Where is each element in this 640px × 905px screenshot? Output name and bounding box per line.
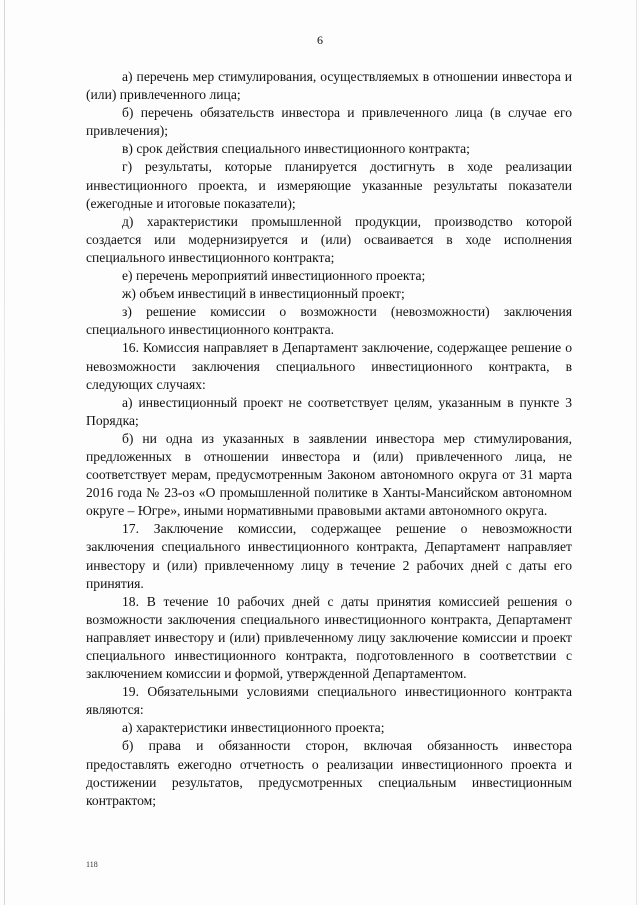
paragraph-item-zh: ж) объем инвестиций в инвестиционный проект; — [122, 286, 405, 302]
paragraph-item-d: д) характеристики промышленной продукции, производство которой создается или модернизируется и (или) осваивается в ходе исполнения специального инвестиционного контракта; — [86, 213, 572, 265]
page-number: 6 — [317, 33, 323, 47]
paragraph-section-16: 16. Комиссия направляет в Департамент заключение, содержащее решение о невозможности заключения специального инвестиционного контракта, в следующих случаях: — [86, 340, 572, 392]
paragraph-16-item-b: б) ни одна из указанных в заявлении инвестора мер стимулирования, предложенных в отношении инвестора и (или) привлеченного лица, не соответствует мерам, предусмотренным Законом автономного округа от 31 марта 2016 года № 23-оз «О промышленной политике в Ханты-Мансийском автономном округе – Югре», иными нормативными правовыми актами автономного округа. — [86, 430, 572, 519]
scan-edge-right — [636, 0, 637, 905]
paragraph-item-v: в) срок действия специального инвестиционного контракта; — [122, 141, 470, 157]
paragraph-16-item-a: а) инвестиционный проект не соответствует целям, указанным в пункте 3 Порядка; — [86, 394, 572, 428]
paragraph-19-item-a: а) характеристики инвестиционного проекта; — [122, 720, 385, 736]
paragraph-item-z: з) решение комиссии о возможности (невозможности) заключения специального инвестиционного контракта. — [86, 304, 572, 338]
paragraph-item-b: б) перечень обязательств инвестора и привлеченного лица (в случае его привлечения); — [86, 105, 572, 139]
footer-mark: 118 — [86, 860, 98, 869]
paragraph-section-17: 17. Заключение комиссии, содержащее решение о невозможности заключения специального инвестиционного контракта, Департамент направляет инвестору и (или) привлеченному лицу в течение 2 рабочих дней с даты его принятия. — [86, 521, 572, 591]
scan-edge-left — [4, 0, 5, 905]
paragraph-section-18: 18. В течение 10 рабочих дней с даты принятия комиссией решения о возможности заключения специального инвестиционного контракта, Департамент направляет инвестору и (или) привлеченному лицу заключение комиссии и проект специального инвестиционного контракта, подготовленного в соответствии с заключением комиссии и формой, утвержденной Департаментом. — [86, 593, 572, 682]
paragraph-19-item-b: б) права и обязанности сторон, включая обязанность инвестора предоставлять ежегодно отчетность о реализации инвестиционного проекта и достижении результатов, предусмотренных специальным инвестиционным контрактом; — [86, 738, 572, 808]
paragraph-item-a: а) перечень мер стимулирования, осуществляемых в отношении инвестора и (или) привлеченного лица; — [86, 69, 572, 103]
paragraph-section-19: 19. Обязательными условиями специального инвестиционного контракта являются: — [86, 684, 572, 718]
document-body — [86, 68, 572, 810]
paragraph-item-e: е) перечень мероприятий инвестиционного проекта; — [122, 268, 426, 284]
paragraph-item-g: г) результаты, которые планируется достигнуть в ходе реализации инвестиционного проекта, и измеряющие указанные результаты показатели (ежегодные и итоговые показатели); — [86, 159, 572, 211]
